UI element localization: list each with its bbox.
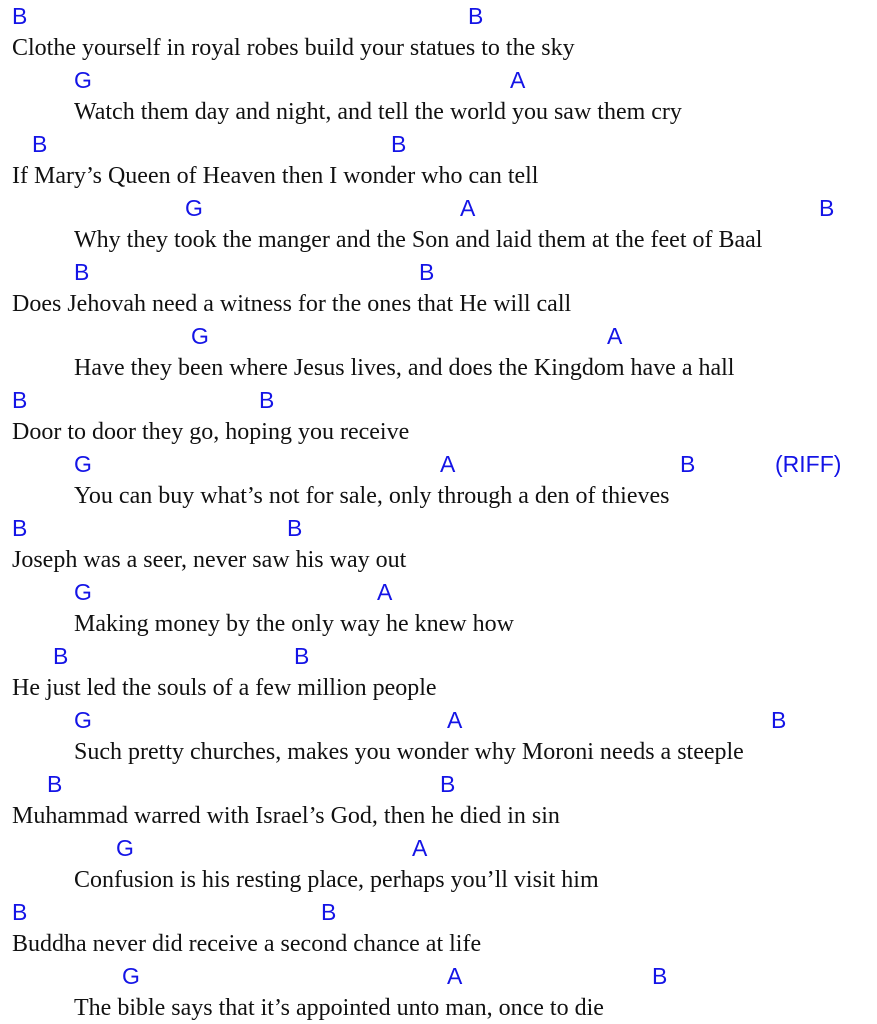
chord-row bbox=[0, 512, 877, 544]
chord-row bbox=[0, 768, 877, 800]
chord-row bbox=[0, 640, 877, 672]
lyric-text: If Mary’s Queen of Heaven then I wonder who can tell bbox=[12, 163, 539, 189]
chord-row bbox=[0, 448, 877, 480]
chord-symbol: B bbox=[391, 131, 407, 157]
lyric-row bbox=[0, 992, 877, 1024]
chord-symbol: B bbox=[47, 771, 63, 797]
lyric-row bbox=[0, 608, 877, 640]
lyric-text: The bible says that it’s appointed unto man, once to die bbox=[74, 995, 604, 1021]
lyric-text: Why they took the manger and the Son and laid them at the feet of Baal bbox=[74, 227, 763, 253]
chord-symbol: B bbox=[53, 643, 69, 669]
lyric-row bbox=[0, 928, 877, 960]
chord-symbol: A bbox=[460, 195, 476, 221]
chord-symbol: B bbox=[12, 387, 28, 413]
lyric-text: Watch them day and night, and tell the world you saw them cry bbox=[74, 99, 682, 125]
chord-symbol: (RIFF) bbox=[775, 451, 842, 477]
lyric-text: Buddha never did receive a second chance at life bbox=[12, 931, 482, 957]
chord-symbol: B bbox=[680, 451, 696, 477]
chord-row bbox=[0, 256, 877, 288]
chord-symbol: A bbox=[447, 707, 463, 733]
chord-symbol: B bbox=[287, 515, 303, 541]
chord-symbol: G bbox=[74, 67, 92, 93]
chord-symbol: B bbox=[74, 259, 90, 285]
chord-symbol: G bbox=[122, 963, 140, 989]
lyric-text: Does Jehovah need a witness for the ones that He will call bbox=[12, 291, 572, 317]
chord-symbol: B bbox=[652, 963, 668, 989]
lyric-text: Door to door they go, hoping you receive bbox=[12, 419, 410, 445]
lyric-row bbox=[0, 96, 877, 128]
chord-symbol: B bbox=[468, 3, 484, 29]
chord-symbol: B bbox=[259, 387, 275, 413]
chord-symbol: A bbox=[440, 451, 456, 477]
chord-symbol: B bbox=[32, 131, 48, 157]
chord-symbol: G bbox=[74, 451, 92, 477]
lyric-text: Joseph was a seer, never saw his way out bbox=[12, 547, 407, 573]
chord-symbol: A bbox=[377, 579, 393, 605]
lyric-row bbox=[0, 32, 877, 64]
lyric-text: Such pretty churches, makes you wonder why Moroni needs a steeple bbox=[74, 739, 744, 765]
lyric-text: Have they been where Jesus lives, and does the Kingdom have a hall bbox=[74, 355, 735, 381]
chord-symbol: B bbox=[321, 899, 337, 925]
lyric-row bbox=[0, 224, 877, 256]
chord-row bbox=[0, 896, 877, 928]
chord-symbol: G bbox=[191, 323, 209, 349]
chord-symbol: B bbox=[771, 707, 787, 733]
lyric-text: Clothe yourself in royal robes build your statues to the sky bbox=[12, 35, 575, 61]
chord-symbol: G bbox=[74, 707, 92, 733]
chord-symbol: B bbox=[12, 899, 28, 925]
chord-row bbox=[0, 192, 877, 224]
chord-row bbox=[0, 0, 877, 32]
chord-symbol: A bbox=[607, 323, 623, 349]
chord-symbol: G bbox=[185, 195, 203, 221]
lyric-row bbox=[0, 352, 877, 384]
lyric-row bbox=[0, 480, 877, 512]
chord-symbol: B bbox=[419, 259, 435, 285]
chord-symbol: B bbox=[12, 515, 28, 541]
chord-symbol: B bbox=[294, 643, 310, 669]
lyric-text: You can buy what’s not for sale, only through a den of thieves bbox=[74, 483, 670, 509]
chord-symbol: G bbox=[74, 579, 92, 605]
chord-symbol: A bbox=[412, 835, 428, 861]
chord-row bbox=[0, 960, 877, 992]
lyric-row bbox=[0, 416, 877, 448]
chord-row bbox=[0, 64, 877, 96]
chord-row bbox=[0, 384, 877, 416]
chord-symbol: B bbox=[12, 3, 28, 29]
chord-row bbox=[0, 576, 877, 608]
chord-row bbox=[0, 128, 877, 160]
lyric-text: Muhammad warred with Israel’s God, then he died in sin bbox=[12, 803, 560, 829]
lyric-text: He just led the souls of a few million people bbox=[12, 675, 437, 701]
chord-symbol: A bbox=[447, 963, 463, 989]
lyric-row bbox=[0, 800, 877, 832]
lyric-row bbox=[0, 672, 877, 704]
lyric-text: Confusion is his resting place, perhaps you’ll visit him bbox=[74, 867, 599, 893]
lyric-row bbox=[0, 288, 877, 320]
lyric-row bbox=[0, 544, 877, 576]
chord-row bbox=[0, 704, 877, 736]
lyric-row bbox=[0, 736, 877, 768]
chord-row bbox=[0, 832, 877, 864]
chord-symbol: A bbox=[510, 67, 526, 93]
chord-symbol: B bbox=[440, 771, 456, 797]
chord-symbol: G bbox=[116, 835, 134, 861]
chord-row bbox=[0, 320, 877, 352]
chord-symbol: B bbox=[819, 195, 835, 221]
lyric-row bbox=[0, 864, 877, 896]
lyric-text: Making money by the only way he knew how bbox=[74, 611, 514, 637]
lyric-row bbox=[0, 160, 877, 192]
